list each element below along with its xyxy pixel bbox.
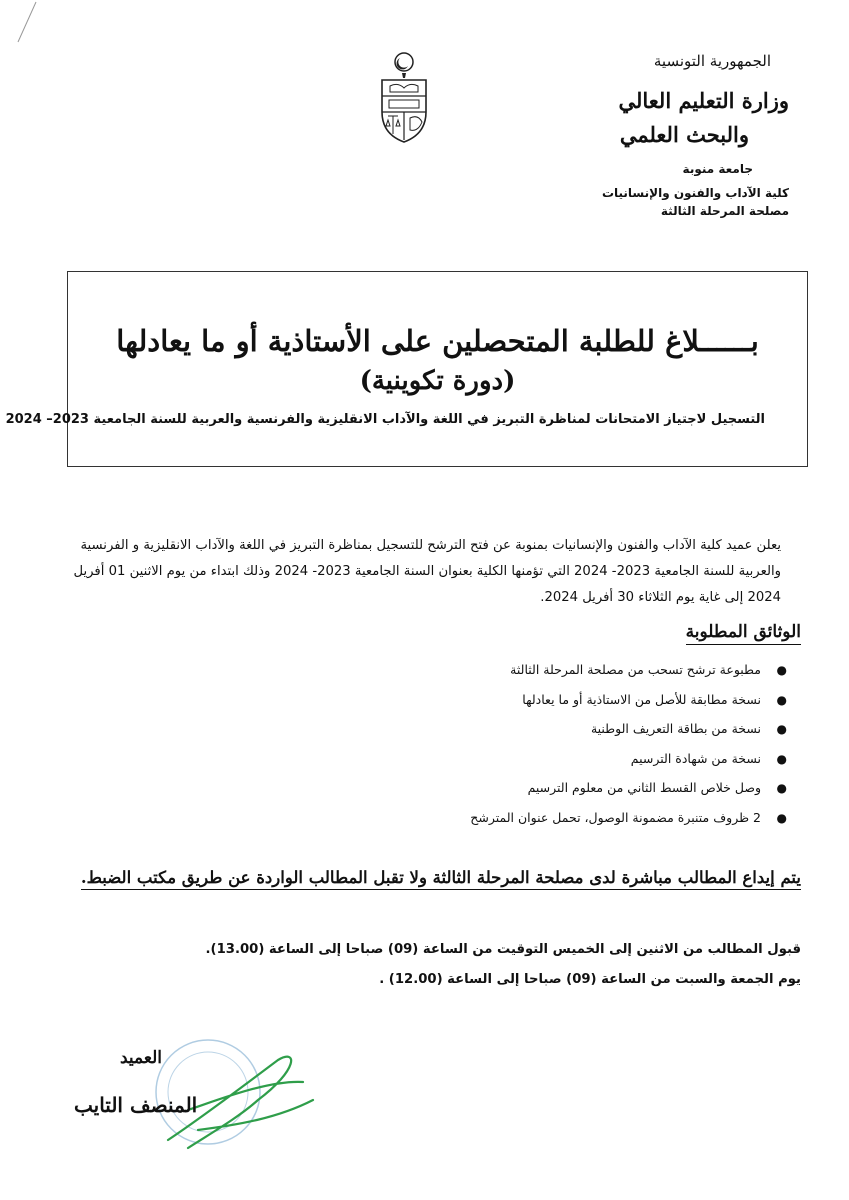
documents-list — [271, 660, 791, 837]
list-item — [271, 808, 791, 838]
university-label: جامعة منوبة — [682, 162, 753, 176]
signature-title: العميد — [120, 1048, 162, 1068]
list-item — [271, 690, 791, 720]
list-item — [271, 749, 791, 779]
signature-name: المنصف التايب — [74, 1093, 198, 1117]
bullet-icon: ● — [776, 751, 787, 766]
document-item-text: نسخة من شهادة الترسيم — [630, 750, 761, 766]
document-item-text: نسخة من بطاقة التعريف الوطنية — [590, 721, 761, 736]
faculty-label: كلية الآداب والفنون والإنسانيات — [601, 186, 789, 200]
tunisia-coat-of-arms-icon — [378, 50, 430, 146]
list-item — [271, 719, 791, 749]
intro-paragraph: يعلن عميد كلية الآداب والفنون والإنسانيات بمنوبة عن فتح الترشح للتسجيل بمناظرة التبريز في اللغة والآداب الانقليزية و الفرنسية والعربية للسنة الجامعية 2023- 2024 التي تؤمنها الكلية بعنوان السنة الجامعية 2023- 2024 وذلك ابتداء من يوم الاثنين 01 أفريل 2024 إلى غاية يوم الثلاثاء 30 أفريل 2024. — [73, 538, 781, 605]
bullet-icon: ● — [776, 781, 787, 795]
submission-notice: يتم إيداع المطالب مباشرة لدى مصلحة المرحلة الثالثة ولا تقبل المطالب الواردة عن طريق مكتب الضبط. — [81, 868, 801, 890]
title-box — [5, 271, 808, 467]
weekday-hours: قبول المطالب من الاثنين إلى الخميس التوقيت من الساعة (09) صباحا إلى الساعة (13.00). — [205, 942, 801, 957]
bullet-icon: ● — [776, 810, 787, 825]
department-label: مصلحة المرحلة الثالثة — [660, 204, 789, 218]
ministry-line-2: والبحث العلمي — [619, 122, 749, 147]
bullet-icon: ● — [776, 692, 787, 707]
republic-label: الجمهورية التونسية — [653, 52, 771, 70]
documents-heading: الوثائق المطلوبة — [686, 622, 801, 645]
announcement-title: بــــــلاغ للطلبة المتحصلين على الأستاذية أو ما يعادلها — [116, 324, 759, 358]
weekend-hours: يوم الجمعة والسبت من الساعة (09) صباحا إلى الساعة (12.00) . — [379, 972, 801, 987]
document-item-text: وصل خلاص القسط الثاني من معلوم الترسيم — [527, 780, 761, 795]
list-item — [271, 778, 791, 808]
corner-mark — [14, 0, 38, 44]
announcement-subtitle: (دورة تكوينية) — [359, 366, 516, 396]
ministry-line-1: وزارة التعليم العالي — [618, 88, 789, 113]
bullet-icon: ● — [776, 722, 787, 736]
document-item-text: مطبوعة ترشح تسحب من مصلحة المرحلة الثالثة — [510, 662, 761, 677]
document-item-text: نسخة مطابقة للأصل من الاستاذية أو ما يعادلها — [522, 691, 761, 707]
list-item — [271, 660, 791, 690]
bullet-icon: ● — [776, 663, 787, 677]
document-item-text: 2 ظروف متنبرة مضمونة الوصول، تحمل عنوان المترشح — [470, 809, 761, 825]
announcement-description: التسجيل لاجتياز الامتحانات لمناظرة التبريز في اللغة والآداب الانقليزية والفرنسية والعربية للسنة الجامعية 2023– 2024 — [5, 412, 765, 427]
